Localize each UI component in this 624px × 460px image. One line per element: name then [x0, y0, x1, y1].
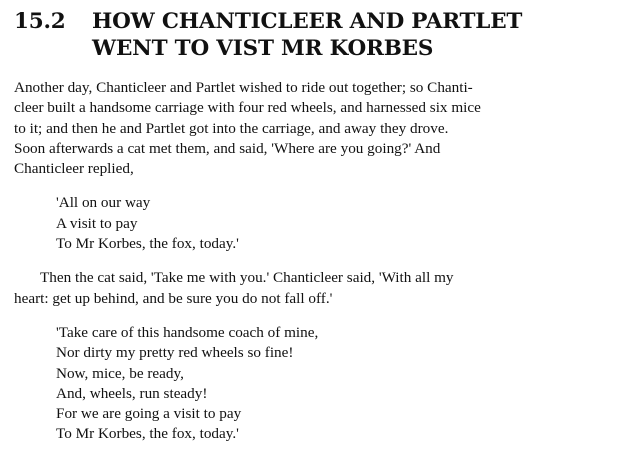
text-line: Another day, Chanticleer and Partlet wished to ride out together; so Chanti-	[14, 79, 473, 96]
paragraph-2	[14, 268, 570, 309]
verse-line: Now, mice, be ready,	[56, 364, 184, 382]
text-line: to it; and then he and Partlet got into the carriage, and away they drove.	[14, 119, 449, 137]
text-line: Chanticleer replied,	[14, 160, 134, 178]
verse-line: To Mr Korbes, the fox, today.'	[56, 235, 239, 253]
verse-line: Nor dirty my pretty red wheels so fine!	[56, 344, 294, 362]
section-title	[92, 8, 570, 62]
text-line: Then the cat said, 'Take me with you.' Chanticleer said, 'With all my	[40, 269, 454, 287]
document-page	[14, 8, 570, 459]
section-title-line: WENT TO VIST MR KORBES	[92, 36, 434, 61]
verse-line: To Mr Korbes, the fox, today.'	[56, 425, 239, 443]
text-line: cleer built a handsome carriage with four red wheels, and harnessed six mice	[14, 99, 481, 117]
verse-line: 'Take care of this handsome coach of mine,	[56, 323, 319, 341]
verse-line: A visit to pay	[56, 214, 138, 232]
verse-2	[56, 323, 570, 445]
section-title-line: HOW CHANTICLEER AND PARTLET	[92, 9, 523, 34]
verse-1	[56, 193, 570, 254]
paragraph-1	[14, 78, 570, 179]
verse-line: For we are going a visit to pay	[56, 405, 242, 423]
text-line: Soon afterwards a cat met them, and said, 'Where are you going?' And	[14, 139, 441, 157]
section-heading	[14, 8, 570, 62]
text-line: heart: get up behind, and be sure you do not fall off.'	[14, 289, 333, 307]
verse-line: 'All on our way	[56, 194, 151, 212]
story-body	[14, 78, 570, 445]
verse-line: And, wheels, run steady!	[56, 384, 208, 402]
section-number: 15.2	[14, 9, 66, 34]
